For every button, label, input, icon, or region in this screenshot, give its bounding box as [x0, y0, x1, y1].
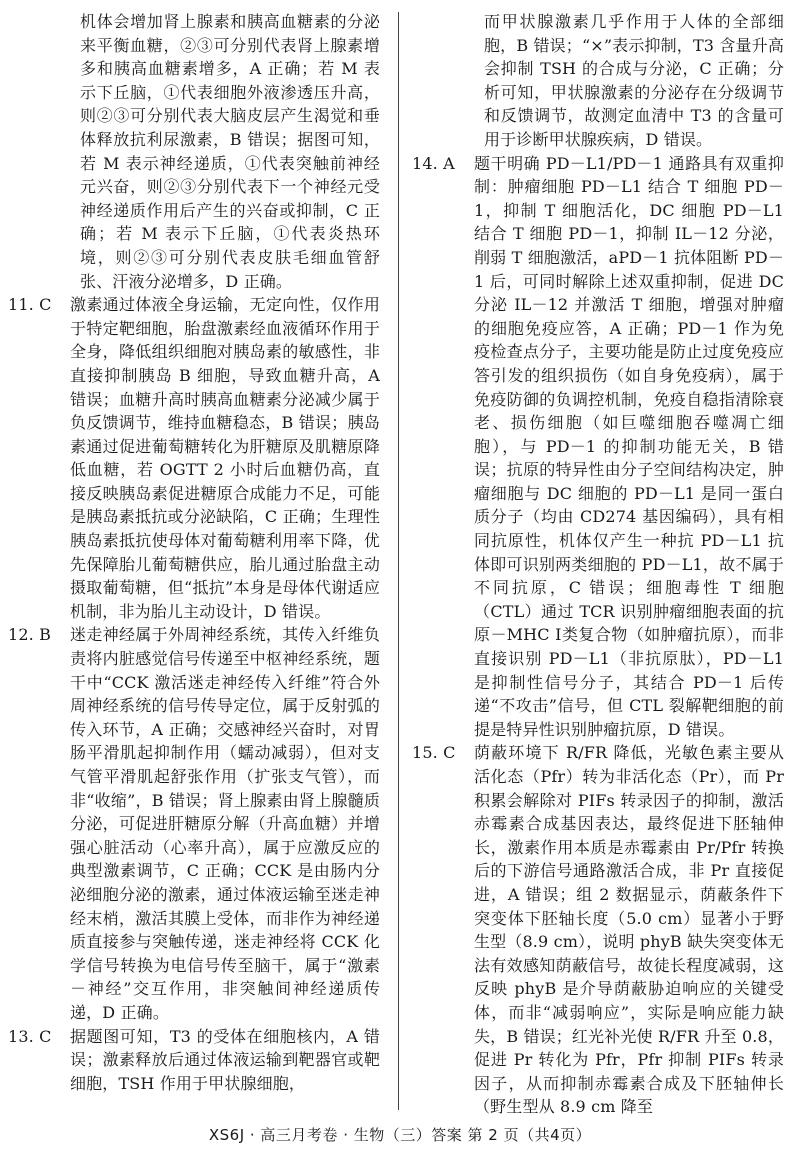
answer-text: 题干明确 PD－L1/PD－1 通路具有双重抑制：肿瘤细胞 PD－L1 结合 T 细胞 PD－1，抑制 T 细胞活化，DC 细胞 PD－L1 结合 T 细胞 PD－1，抑制 IL－12 分泌，削弱 T 细胞激活，aPD－1 抗体阻断 PD－1 后，可同时解除上述双重抑制，促进 DC 分泌 IL－12 并激活 T 细胞，增强对肿瘤的细胞免疫应答，A 正确；PD－1 作为免疫检查点分子，主要功能是防止过度免疫应答引发的组织损伤（如自身免疫病），属于免疫防御的负调控机制，免疫自稳指清除衰老、损伤细胞（如巨噬细胞吞噬凋亡细胞），与 PD－1 的抑制功能无关，B 错误；抗原的特异性由分子空间结构决定，肿瘤细胞与 DC 细胞的 PD－L1 是同一蛋白质分子（均由 CD274 基因编码），具有相同抗原性，机体仅产生一种抗 PD－L1 抗体即可识别两类细胞的 PD－L1，故不属于不同抗原，C 错误；细胞毒性 T 细胞（CTL）通过 TCR 识别肿瘤细胞表面的抗原－MHC Ⅰ类复合物（如肿瘤抗原），而非直接识别 PD－L1（非抗原肽），PD－L1 是抑制性信号分子，其结合 PD－1 后传递“不攻击”信号，但 CTL 裂解靶细胞的前提是特异性识别肿瘤抗原，D 错误。: [474, 153, 784, 739]
answer-text: 激素通过体液全身运输，无定向性，仅作用于特定靶细胞，胎盘激素经血液循环作用于全身，降低组织细胞对胰岛素的敏感性，非直接抑制胰岛 B 细胞，导致血糖升高，A 错误；血糖升高时胰高血糖素分泌减少属于负反馈调节，维持血糖稳态，B 错误；胰岛素通过促进葡萄糖转化为肝糖原及肌糖原降低血糖，若 OGTT 2 小时后血糖仍高，直接反映胰岛素促进糖原合成能力不足，可能是胰岛素抵抗或分泌缺陷，C 正确；生理性胰岛素抵抗使母体对葡萄糖利用率下降，优先保障胎儿葡萄糖供应，胎儿通过胎盘主动摄取葡萄糖，但“抵抗”本身是母体代谢适应机制，非为胎儿主动设计，D 错误。: [70, 295, 380, 621]
answer-number: 11. C: [8, 295, 52, 315]
answer-11: [8, 293, 380, 623]
left-column: [8, 10, 380, 1095]
answer-15: [412, 741, 784, 1119]
answer-12: [8, 623, 380, 1024]
answer-number: 14. A: [412, 153, 455, 173]
answer-text: 据题图可知，T3 的受体在细胞核内，A 错误；激素释放后通过体液运输到靶器官或靶细胞，TSH 作用于甲状腺细胞，: [70, 1026, 380, 1093]
answer-number: 13. C: [8, 1026, 52, 1046]
answer-14: [412, 152, 784, 742]
answer-number: 15. C: [412, 743, 456, 763]
page-footer: XS6J · 高三月考卷 · 生物（三）答案 第 2 页（共4页）: [208, 1126, 592, 1144]
answer-text: 荫蔽环境下 R/FR 降低，光敏色素主要从活化态（Pfr）转为非活化态（Pr），而 Pr 积累会解除对 PIFs 转录因子的抑制，激活赤霉素合成基因表达，最终促进下胚轴伸长，激素作用本质是赤霉素由 Pr/Pfr 转换后的下游信号通路激活合成，非 Pr 直接促进，A 错误；组 2 数据显示，荫蔽条件下突变体下胚轴长度（5.0 cm）显著小于野生型（8.9 cm），说明 phyB 缺失突变体无法有效感知荫蔽信号，故徒长程度减弱，这反映 phyB 是介导荫蔽胁迫响应的关键受体，而非“减弱响应”，实际是响应能力缺失，B 错误；红光补光使 R/FR 升至 0.8，促进 Pr 转化为 Pfr，Pfr 抑制 PIFs 转录因子，从而抑制赤霉素合成及下胚轴伸长（野生型从 8.9 cm 降至: [474, 743, 784, 1117]
answer-text: 而甲状腺激素几乎作用于人体的全部细胞，B 错误；“×”表示抑制，T3 含量升高会抑制 TSH 的合成与分泌，C 正确；分析可知，甲状腺激素的分泌存在分级调节和反馈调节，故测定血清中 T3 的含量可用于诊断甲状腺疾病，D 错误。: [484, 12, 784, 149]
answer-13: [8, 1025, 380, 1096]
answer-10-continuation: [8, 10, 380, 293]
column-divider: [398, 12, 399, 1110]
answer-number: 12. B: [8, 625, 52, 645]
answer-text: 迷走神经属于外周神经系统，其传入纤维负责将内脏感觉信号传递至中枢神经系统，题干中“CCK 激活迷走神经传入纤维”符合外周神经系统的信号传导定位，属于反射弧的传入环节，A 正确；交感神经兴奋时，对胃肠平滑肌起抑制作用（蠕动减弱），但对支气管平滑肌起舒张作用（扩张支气管），而非“收缩”，B 错误；肾上腺素由肾上腺髓质分泌，可促进肝糖原分解（升高血糖）并增强心脏活动（心率升高），属于应激反应的典型激素调节，C 正确；CCK 是由肠内分泌细胞分泌的激素，通过体液运输至迷走神经末梢，激活其膜上受体，而非作为神经递质直接参与突触传递，迷走神经将 CCK 化学信号转换为电信号传至脑干，属于“激素－神经”交互作用，非突触间神经递质传递，D 正确。: [70, 625, 380, 1022]
answer-text: 机体会增加肾上腺素和胰高血糖素的分泌来平衡血糖，②③可分别代表肾上腺素增多和胰高血糖素增多，A 正确；若 M 表示下丘脑，①代表细胞外液渗透压升高，则②③可分别代表大脑皮层产生渴觉和垂体释放抗利尿激素，B 错误；据图可知，若 M 表示神经递质，①代表突触前神经元兴奋，则②③分别代表下一个神经元受神经递质作用后产生的兴奋或抑制，C 正确；若 M 表示下丘脑，①代表炎热环境，则②③可分别代表皮肤毛细血管舒张、汗液分泌增多，D 正确。: [80, 12, 380, 291]
answer-13-continuation: [412, 10, 784, 152]
right-column: [412, 10, 784, 1119]
